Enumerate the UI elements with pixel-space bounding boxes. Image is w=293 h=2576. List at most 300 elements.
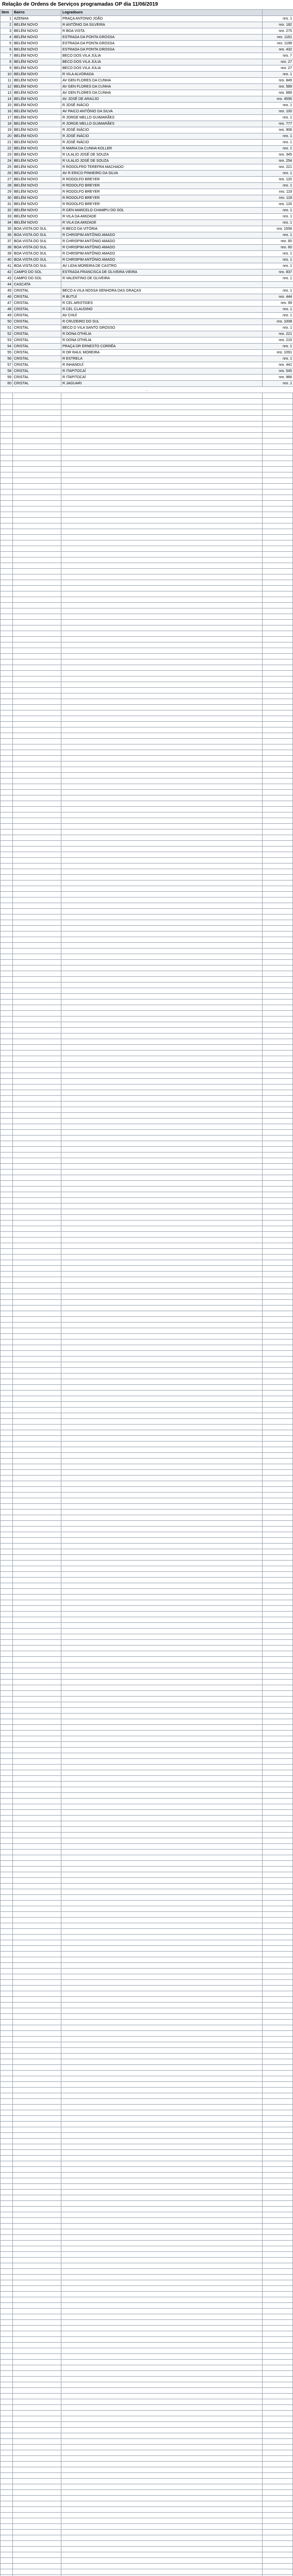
- cell-item: 28: [1, 183, 13, 189]
- cell-bairro: CRISTAL: [13, 362, 61, 368]
- cell-logradouro: R DR RAUL MOREIRA: [61, 350, 263, 356]
- cell-number: nro. 1: [263, 313, 293, 319]
- cell-number: nro. 441: [263, 362, 293, 368]
- table-row: [1, 319, 293, 325]
- cell-logradouro: [61, 282, 263, 288]
- cell-item: 48: [1, 307, 13, 313]
- cell-item: 1: [1, 16, 13, 22]
- cell-bairro: BELÉM NOVO: [13, 72, 61, 78]
- cell-number: nro. 1008: [263, 319, 293, 325]
- cell-logradouro: R CHRISPIM ANTÔNIO AMADO: [61, 232, 263, 239]
- table-row: [1, 381, 293, 387]
- cell-bairro: BELÉM NOVO: [13, 96, 61, 103]
- cell-logradouro: ESTRADA DA PONTA GROSSA: [61, 35, 263, 41]
- cell-item: 2: [1, 22, 13, 28]
- cell-item: 39: [1, 251, 13, 257]
- cell-item: 57: [1, 362, 13, 368]
- table-row: [1, 325, 293, 331]
- table-row: [1, 16, 293, 22]
- table-row: [1, 263, 293, 269]
- cell-number: nro. 1: [263, 133, 293, 140]
- cell-number: nro. 120: [263, 201, 293, 208]
- cell-logradouro: R VILA DA AMIZADE: [61, 214, 263, 220]
- cell-number: nro. 1: [263, 140, 293, 146]
- cell-bairro: BELÉM NOVO: [13, 195, 61, 201]
- cell-number: nro. 1: [263, 344, 293, 350]
- cell-number: nro. 27: [263, 65, 293, 72]
- table-row: [1, 84, 293, 90]
- cell-number: nro. 1: [263, 214, 293, 220]
- cell-logradouro: R JOSÉ INÁCIO: [61, 140, 263, 146]
- cell-bairro: BELÉM NOVO: [13, 35, 61, 41]
- table-row: [1, 127, 293, 133]
- cell-logradouro: R DONA OTHÍLIA: [61, 331, 263, 337]
- cell-bairro: BOA VISTA DO SUL: [13, 245, 61, 251]
- cell-logradouro: R DONA OTHÍLIA: [61, 337, 263, 344]
- table-row: [1, 133, 293, 140]
- cell-item: 42: [1, 269, 13, 276]
- table-row: [1, 109, 293, 115]
- cell-bairro: CRISTAL: [13, 356, 61, 362]
- table-row: [1, 214, 293, 220]
- cell-number: nro. 1: [263, 232, 293, 239]
- table-row: [1, 257, 293, 263]
- table-row: [1, 269, 293, 276]
- cell-item: 9: [1, 65, 13, 72]
- table-row: [1, 288, 293, 294]
- cell-bairro: BELÉM NOVO: [13, 220, 61, 226]
- cell-bairro: BELÉM NOVO: [13, 121, 61, 127]
- table-row: [1, 53, 293, 59]
- cell-number: nro. 100: [263, 109, 293, 115]
- cell-item: 3: [1, 28, 13, 35]
- table-row: [1, 195, 293, 201]
- cell-logradouro: R JORGE MELLO GUIMARÃES: [61, 115, 263, 121]
- cell-bairro: BELÉM NOVO: [13, 177, 61, 183]
- cell-item: 7: [1, 53, 13, 59]
- cell-number: nro. 60: [263, 245, 293, 251]
- cell-item: 34: [1, 220, 13, 226]
- cell-logradouro: R RODOLFO BREYER: [61, 195, 263, 201]
- cell-bairro: BELÉM NOVO: [13, 59, 61, 65]
- cell-number: nro. 432: [263, 47, 293, 53]
- cell-number: nro. 545: [263, 368, 293, 375]
- cell-item: 24: [1, 158, 13, 164]
- table-row: [1, 239, 293, 245]
- cell-bairro: BOA VISTA DO SUL: [13, 232, 61, 239]
- cell-logradouro: ESTRADA FRANCISCA DE OLIVEIRA VIEIRA: [61, 269, 263, 276]
- cell-logradouro: R RODOLFO BREYER: [61, 177, 263, 183]
- table-row: [1, 140, 293, 146]
- cell-logradouro: BECO DOS VILA JÚLIA: [61, 65, 263, 72]
- cell-number: nro. 1: [263, 220, 293, 226]
- cell-number: nro. 1199: [263, 41, 293, 47]
- cell-number: nro. 221: [263, 331, 293, 337]
- cell-bairro: BELÉM NOVO: [13, 109, 61, 115]
- cell-number: nro. 182: [263, 22, 293, 28]
- cell-item: 18: [1, 121, 13, 127]
- table-row: [1, 350, 293, 356]
- cell-item: 56: [1, 356, 13, 362]
- cell-bairro: BOA VISTA DO SUL: [13, 263, 61, 269]
- cell-logradouro: AV R ERICO PINHEIRO DA SILVA: [61, 171, 263, 177]
- table-row: [1, 220, 293, 226]
- table-row: [1, 78, 293, 84]
- cell-item: 21: [1, 140, 13, 146]
- cell-number: nro. 966: [263, 375, 293, 381]
- cell-logradouro: R CHRISPIM ANTÔNIO AMADO: [61, 239, 263, 245]
- continuation-row: [1, 387, 293, 393]
- cell-logradouro: R JAGUARI: [61, 381, 263, 387]
- cell-logradouro: R MARIA DA CUNHA KOLLER: [61, 146, 263, 152]
- table-row: [1, 65, 293, 72]
- cell-item: 14: [1, 96, 13, 103]
- table-header-row: [1, 10, 293, 16]
- cell-item: 37: [1, 239, 13, 245]
- cell-bairro: BELÉM NOVO: [13, 41, 61, 47]
- cell-number: nro. 1: [263, 72, 293, 78]
- cell-number: nro. 1: [263, 208, 293, 214]
- cell-number: nro. 345: [263, 152, 293, 158]
- cell-item: 43: [1, 276, 13, 282]
- column-header-logradouro: Logradouro: [61, 10, 263, 16]
- cell-logradouro: R CEL CLAUDINO: [61, 307, 263, 313]
- cell-bairro: BOA VISTA DO SUL: [13, 239, 61, 245]
- cell-logradouro: ESTRADA DA PONTA GROSSA: [61, 41, 263, 47]
- cell-bairro: BELÉM NOVO: [13, 103, 61, 109]
- cell-bairro: CRISTAL: [13, 294, 61, 300]
- cell-item: 12: [1, 84, 13, 90]
- cell-bairro: CAMPO DO SOL: [13, 269, 61, 276]
- cell-logradouro: R GEN MARCELO CHAMPU DO SOL: [61, 208, 263, 214]
- cell-logradouro: AV GEN FLORES DA CUNHA: [61, 84, 263, 90]
- cell-bairro: BOA VISTA DO SUL: [13, 251, 61, 257]
- cell-number: nro. 1: [263, 16, 293, 22]
- table-row: [1, 189, 293, 195]
- cell-bairro: BELÉM NOVO: [13, 201, 61, 208]
- cell-number: nro. 589: [263, 84, 293, 90]
- cell-number: nro. 444: [263, 294, 293, 300]
- cell-number: nro. 119: [263, 195, 293, 201]
- cell-item: 36: [1, 232, 13, 239]
- cell-logradouro: R VILA ALVORADA: [61, 72, 263, 78]
- table-row: [1, 177, 293, 183]
- cell-logradouro: BECO DOS VILA JÚLIA: [61, 53, 263, 59]
- table-row: [1, 152, 293, 158]
- cell-bairro: CRISTAL: [13, 325, 61, 331]
- cell-logradouro: ESTRADA DA PONTA GROSSA: [61, 47, 263, 53]
- cell-number: nro. 1: [263, 288, 293, 294]
- cell-bairro: BELÉM NOVO: [13, 47, 61, 53]
- cell-bairro: BELÉM NOVO: [13, 171, 61, 177]
- cell-number: nro. 906: [263, 127, 293, 133]
- cell-item: 47: [1, 300, 13, 307]
- continuation-marker: …: [1, 387, 293, 393]
- cell-bairro: BELÉM NOVO: [13, 28, 61, 35]
- table-continuation: [0, 393, 293, 2576]
- table-row: [1, 22, 293, 28]
- table-body: [1, 16, 293, 393]
- cell-bairro: CRISTAL: [13, 319, 61, 325]
- cell-item: 26: [1, 171, 13, 177]
- cell-bairro: BELÉM NOVO: [13, 189, 61, 195]
- table-row: [1, 183, 293, 189]
- cell-logradouro: R JOSÉ INÁCIO: [61, 103, 263, 109]
- table-row: [1, 245, 293, 251]
- cell-item: 40: [1, 257, 13, 263]
- cell-number: nro. 119: [263, 189, 293, 195]
- cell-logradouro: PRAÇA ANTONIO JOÃO: [61, 16, 263, 22]
- cell-item: 51: [1, 325, 13, 331]
- table-row: [1, 208, 293, 214]
- cell-item: 20: [1, 133, 13, 140]
- table-row: [1, 103, 293, 109]
- table-row: [1, 28, 293, 35]
- cell-logradouro: R ITAPITOCAÍ: [61, 375, 263, 381]
- cell-number: nro. 666: [263, 90, 293, 96]
- cell-item: 58: [1, 368, 13, 375]
- cell-bairro: CRISTAL: [13, 288, 61, 294]
- cell-item: 6: [1, 47, 13, 53]
- cell-bairro: BOA VISTA DO SUL: [13, 226, 61, 232]
- cell-number: nro. 120: [263, 177, 293, 183]
- table-row: [1, 362, 293, 368]
- cell-number: nro. 254: [263, 158, 293, 164]
- column-header-number: [263, 10, 293, 16]
- table-row: [1, 115, 293, 121]
- cell-number: nro. 1: [263, 103, 293, 109]
- cell-item: 35: [1, 226, 13, 232]
- cell-item: 46: [1, 294, 13, 300]
- cell-item: 60: [1, 381, 13, 387]
- cell-item: 29: [1, 189, 13, 195]
- cell-logradouro: R BECO DA VITÓRIA: [61, 226, 263, 232]
- table-row: [1, 300, 293, 307]
- cell-number: nro. 1: [263, 356, 293, 362]
- table-row: [1, 337, 293, 344]
- cell-bairro: CASCATA: [13, 282, 61, 288]
- cell-item: 16: [1, 109, 13, 115]
- cell-bairro: BELÉM NOVO: [13, 84, 61, 90]
- cell-bairro: BELÉM NOVO: [13, 140, 61, 146]
- cell-logradouro: R JOSÉ INÁCIO: [61, 127, 263, 133]
- table-row: [1, 47, 293, 53]
- cell-bairro: CAMPO DO SOL: [13, 276, 61, 282]
- cell-logradouro: R ULALIO JOSÉ DE SOUZA: [61, 152, 263, 158]
- cell-bairro: BELÉM NOVO: [13, 78, 61, 84]
- cell-logradouro: BECO D VILA SANTO GROSSO: [61, 325, 263, 331]
- cell-logradouro: R RODOLFO BREYER: [61, 183, 263, 189]
- cell-item: 31: [1, 201, 13, 208]
- cell-item: 59: [1, 375, 13, 381]
- cell-number: nro. 1161: [263, 35, 293, 41]
- cell-bairro: BELÉM NOVO: [13, 65, 61, 72]
- table-row: [1, 96, 293, 103]
- cell-logradouro: R ITAPITOCAÍ: [61, 368, 263, 375]
- table-row: [1, 344, 293, 350]
- cell-number: nro. 1: [263, 146, 293, 152]
- cell-bairro: BELÉM NOVO: [13, 214, 61, 220]
- cell-number: nro. 7: [263, 53, 293, 59]
- cell-item: 52: [1, 331, 13, 337]
- cell-bairro: BELÉM NOVO: [13, 208, 61, 214]
- column-header-bairro: Bairro: [13, 10, 61, 16]
- cell-item: 53: [1, 337, 13, 344]
- cell-logradouro: R RODOLFRO TEREFRA MACHADO: [61, 164, 263, 171]
- column-header-item: Item: [1, 10, 13, 16]
- cell-number: nro. 1: [263, 115, 293, 121]
- cell-number: nro. 275: [263, 28, 293, 35]
- cell-logradouro: AV CHUÍ: [61, 313, 263, 319]
- cell-bairro: CRISTAL: [13, 368, 61, 375]
- cell-item: 25: [1, 164, 13, 171]
- table-row: [1, 90, 293, 96]
- cell-item: 19: [1, 127, 13, 133]
- cell-logradouro: R JOSÉ INÁCIO: [61, 133, 263, 140]
- cell-bairro: BELÉM NOVO: [13, 164, 61, 171]
- cell-logradouro: R RODOLFO BREYER: [61, 201, 263, 208]
- cell-bairro: CRISTAL: [13, 337, 61, 344]
- cell-logradouro: R ANTÔNIO DA SILVEIRA: [61, 22, 263, 28]
- cell-bairro: CRISTAL: [13, 300, 61, 307]
- table-row: [1, 35, 293, 41]
- cell-number: nro. 27: [263, 59, 293, 65]
- cell-number: [263, 282, 293, 288]
- table-row: [1, 226, 293, 232]
- cell-number: nro. 837: [263, 269, 293, 276]
- cell-item: 49: [1, 313, 13, 319]
- cell-number: nro. 99: [263, 300, 293, 307]
- cell-item: 5: [1, 41, 13, 47]
- cell-logradouro: R CHRISPIM ANTÔNIO AMADO: [61, 245, 263, 251]
- table-row: [1, 232, 293, 239]
- table-row: [1, 164, 293, 171]
- table-row: [1, 121, 293, 127]
- cell-bairro: BELÉM NOVO: [13, 53, 61, 59]
- cell-number: nro. 1091: [263, 350, 293, 356]
- cell-logradouro: R ULALIO JOSÉ DE SOUZA: [61, 158, 263, 164]
- cell-logradouro: R CHRISPIM ANTÔNIO AMADO: [61, 251, 263, 257]
- cell-logradouro: R CHRISPIM ANTÔNIO AMADO: [61, 257, 263, 263]
- cell-item: 17: [1, 115, 13, 121]
- cell-logradouro: BECO A VILA NOSSA SENHORA DAS GRAÇAS: [61, 288, 263, 294]
- cell-number: nro. 1: [263, 263, 293, 269]
- cell-bairro: CRISTAL: [13, 344, 61, 350]
- table-row: [1, 72, 293, 78]
- cell-item: 22: [1, 146, 13, 152]
- cell-logradouro: R CEL ARISTIDES: [61, 300, 263, 307]
- table-row: [1, 282, 293, 288]
- cell-item: 38: [1, 245, 13, 251]
- cell-number: nro. 221: [263, 164, 293, 171]
- document-title: Relação de Ordens de Serviços programadas OP dia 11/06/2019: [2, 2, 158, 7]
- cell-logradouro: AV JOSÉ DE ARAÚJO: [61, 96, 263, 103]
- cell-logradouro: AV LIDIA MOREIRA DE CASTRO: [61, 263, 263, 269]
- cell-bairro: BELÉM NOVO: [13, 127, 61, 133]
- cell-logradouro: R ESTRELA: [61, 356, 263, 362]
- cell-number: nro. 1: [263, 257, 293, 263]
- cell-bairro: BELÉM NOVO: [13, 22, 61, 28]
- cell-number: nro. 1: [263, 325, 293, 331]
- cell-number: nro. 1: [263, 251, 293, 257]
- cell-number: nro. 1: [263, 381, 293, 387]
- cell-item: 32: [1, 208, 13, 214]
- cell-number: nro. 1: [263, 183, 293, 189]
- table-row: [1, 201, 293, 208]
- cell-bairro: CRISTAL: [13, 375, 61, 381]
- work-orders-table: [0, 9, 293, 393]
- cell-bairro: BELÉM NOVO: [13, 183, 61, 189]
- table-row: [1, 356, 293, 362]
- cell-bairro: BOA VISTA DO SUL: [13, 257, 61, 263]
- cell-number: nro. 849: [263, 78, 293, 84]
- cell-bairro: BELÉM NOVO: [13, 158, 61, 164]
- cell-bairro: CRISTAL: [13, 350, 61, 356]
- table-row: [1, 375, 293, 381]
- cell-number: nro. 1556: [263, 226, 293, 232]
- cell-bairro: CRISTAL: [13, 313, 61, 319]
- table-row: [1, 158, 293, 164]
- cell-item: 4: [1, 35, 13, 41]
- table-row: [1, 251, 293, 257]
- cell-bairro: CRISTAL: [13, 307, 61, 313]
- table-row: [1, 307, 293, 313]
- cell-number: nro. 60: [263, 239, 293, 245]
- cell-bairro: BELÉM NOVO: [13, 146, 61, 152]
- cell-item: 15: [1, 103, 13, 109]
- cell-item: 11: [1, 78, 13, 84]
- cell-bairro: BELÉM NOVO: [13, 152, 61, 158]
- table-row: [1, 313, 293, 319]
- cell-item: 44: [1, 282, 13, 288]
- cell-logradouro: R VILA DA AMIZADE: [61, 220, 263, 226]
- cell-number: nro. 1: [263, 307, 293, 313]
- table-row: [1, 368, 293, 375]
- cell-logradouro: R INHANDUÍ: [61, 362, 263, 368]
- cell-bairro: CRISTAL: [13, 331, 61, 337]
- table-row: [1, 331, 293, 337]
- cell-number: nro. 1: [263, 171, 293, 177]
- cell-number: nro. 215: [263, 337, 293, 344]
- cell-item: 23: [1, 152, 13, 158]
- cell-item: 30: [1, 195, 13, 201]
- cell-number: nro. 777: [263, 121, 293, 127]
- cell-bairro: AZENHA: [13, 16, 61, 22]
- cell-item: 13: [1, 90, 13, 96]
- table-row: [1, 41, 293, 47]
- cell-item: 55: [1, 350, 13, 356]
- cell-bairro: CRISTAL: [13, 381, 61, 387]
- cell-item: 54: [1, 344, 13, 350]
- cell-item: 45: [1, 288, 13, 294]
- cell-item: 41: [1, 263, 13, 269]
- cell-logradouro: R BOA VISTA: [61, 28, 263, 35]
- table-row: [1, 146, 293, 152]
- cell-item: 33: [1, 214, 13, 220]
- cell-logradouro: R JORGE MELLO GUIMARÃES: [61, 121, 263, 127]
- cell-bairro: BELÉM NOVO: [13, 115, 61, 121]
- cell-item: 10: [1, 72, 13, 78]
- cell-logradouro: PRAÇA DR ERNESTO CORRÊA: [61, 344, 263, 350]
- cell-number: nro. 1: [263, 276, 293, 282]
- table-row: [1, 59, 293, 65]
- cell-logradouro: BECO DOS VILA JÚLIA: [61, 59, 263, 65]
- cell-logradouro: R RODOLFO BREYER: [61, 189, 263, 195]
- cell-item: 8: [1, 59, 13, 65]
- cell-bairro: BELÉM NOVO: [13, 133, 61, 140]
- cell-logradouro: AV PAICO ANTÔNIO DA SILVA: [61, 109, 263, 115]
- table-row: [1, 171, 293, 177]
